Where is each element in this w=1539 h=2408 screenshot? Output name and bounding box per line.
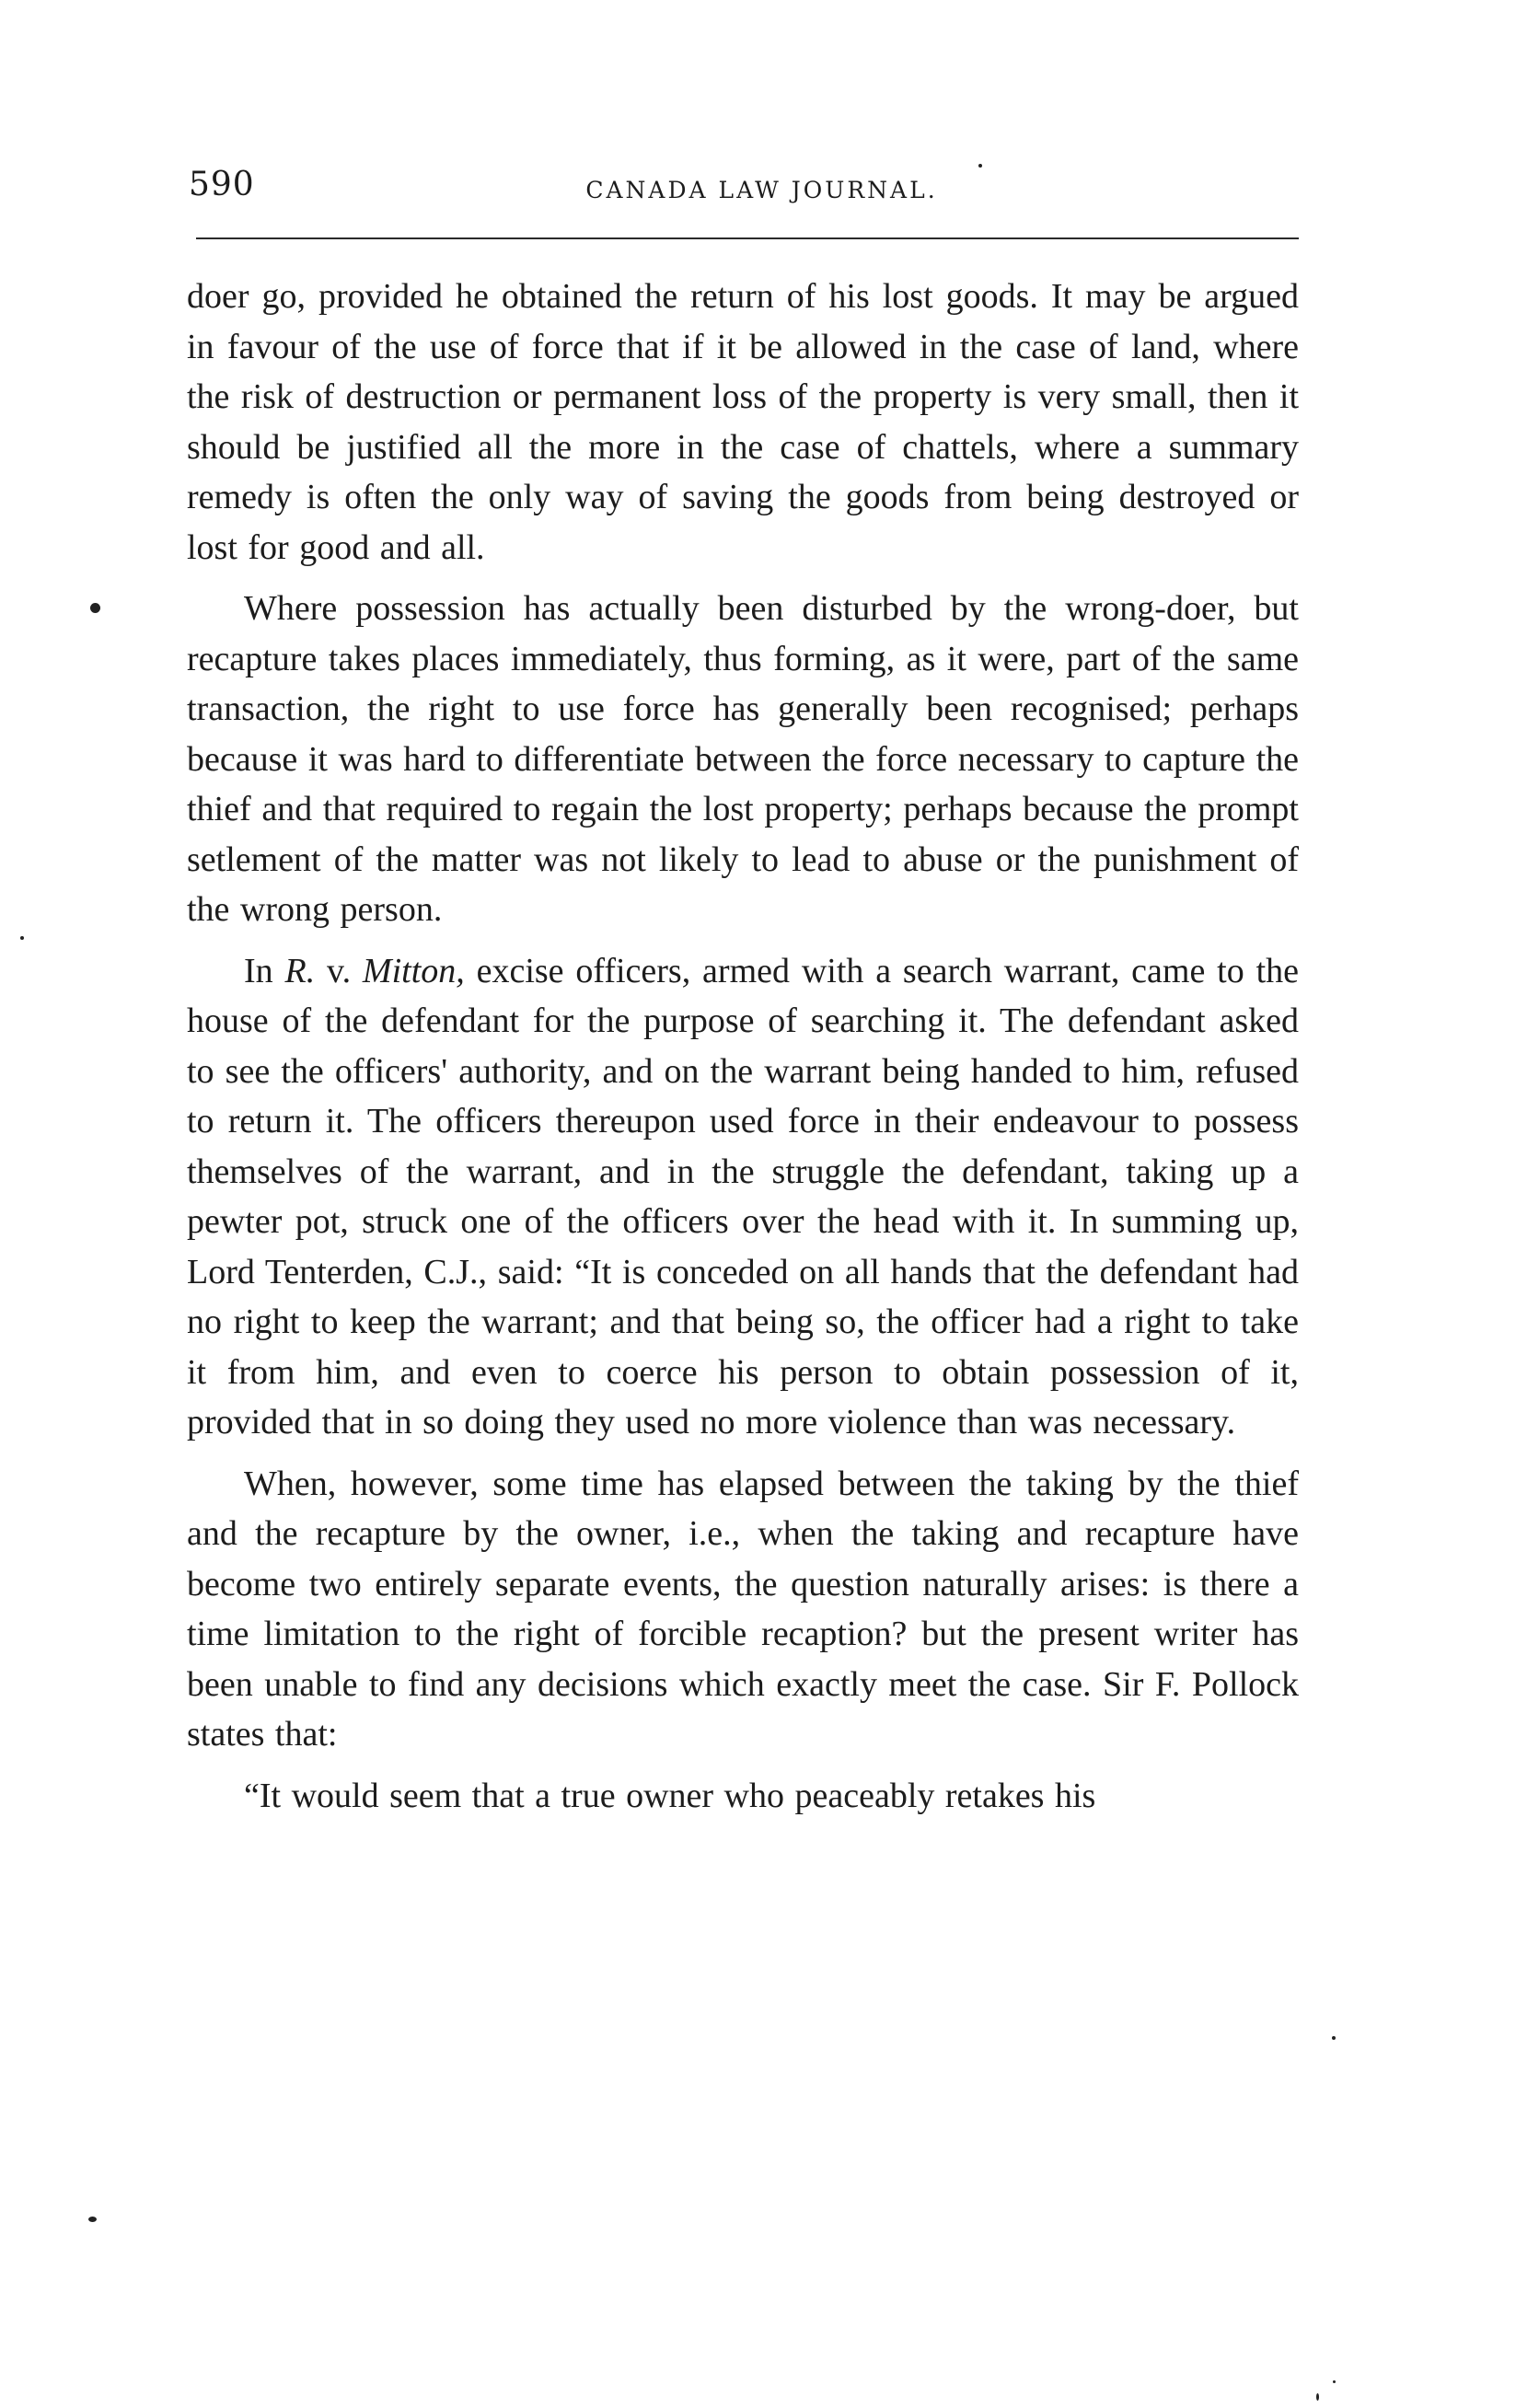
paragraph-2-text: Where possession has actually been disturbed by the wrong-doer, but recapture takes places immediately, thus forming, as it were, part of the same transaction, the right to use force has generally been recognised; perhaps because it was hard to differentiate between the force necessary to capture the thief and that required to regain the lost property; perhaps because the prompt setlement of the matter was not likely to lead to abuse or the punishment of the wrong person. [187,589,1299,929]
scan-speck [1333,2380,1336,2383]
page-header [189,166,1298,212]
scan-speck [90,603,100,613]
paragraph-5-text: “It would seem that a true owner who peaceably retakes his [244,1776,1096,1815]
case-party-1: R. [284,951,316,990]
page-number: 590 [189,166,255,203]
case-party-2: Mitton, [362,951,465,990]
scan-speck [1332,2036,1336,2040]
scan-speck [20,936,24,940]
paragraph-4-text: When, however, some time has elapsed between the taking by the thief and the recapture by the owner, i.e., when the taking and recapture have become two entirely separate events, the question naturally arises: is there a time limitation to the right of forcible recaption? but the present writer has been unable to find any decisions which exactly meet the case. Sir F. Pollock states that: [187,1464,1299,1754]
paragraph-1-text: doer go, provided he obtained the return of his lost goods. It may be argued in favour of the use of force that if it be allowed in the case of land, where the risk of destruction or permanent loss of the property is very small, then it should be justified all the more in the case of chattels, where a summary remedy is often the only way of saving the goods from being destroyed or lost for good and all. [187,277,1299,567]
scan-speck [88,2217,97,2222]
scan-speck [978,164,982,168]
running-head: CANADA LAW JOURNAL. [585,177,938,203]
paragraph-3 [187,946,1299,1448]
scan-speck [1316,2393,1319,2401]
paragraph-2 [187,584,1299,935]
paragraph-1 [187,272,1299,573]
paragraph-3-text: excise officers, armed with a search warrant, came to the house of the defendant for the purpose of searching it. The defendant asked to see the officers' authority, and on the warrant being handed to him, refused to return it. The officers thereupon used force in their endeavour to possess themselves of the warrant, and in the struggle the defendant, taking up a pewter pot, struck one of the officers over the head with it. In summing up, Lord Tenterden, C.J., said: “It is conceded on all hands that the defendant had no right to keep the warrant; and that being so, the officer had a right to take it from him, and even to coerce his person to obtain possession of it, provided that in so doing they used no more violence than was necessary. [187,951,1299,1441]
paragraph-3-lead: In [244,951,285,990]
header-rule [196,237,1299,239]
body-text [187,272,1299,1821]
case-versus: v. [315,951,363,990]
paragraph-5 [187,1771,1299,1822]
paragraph-4 [187,1459,1299,1760]
